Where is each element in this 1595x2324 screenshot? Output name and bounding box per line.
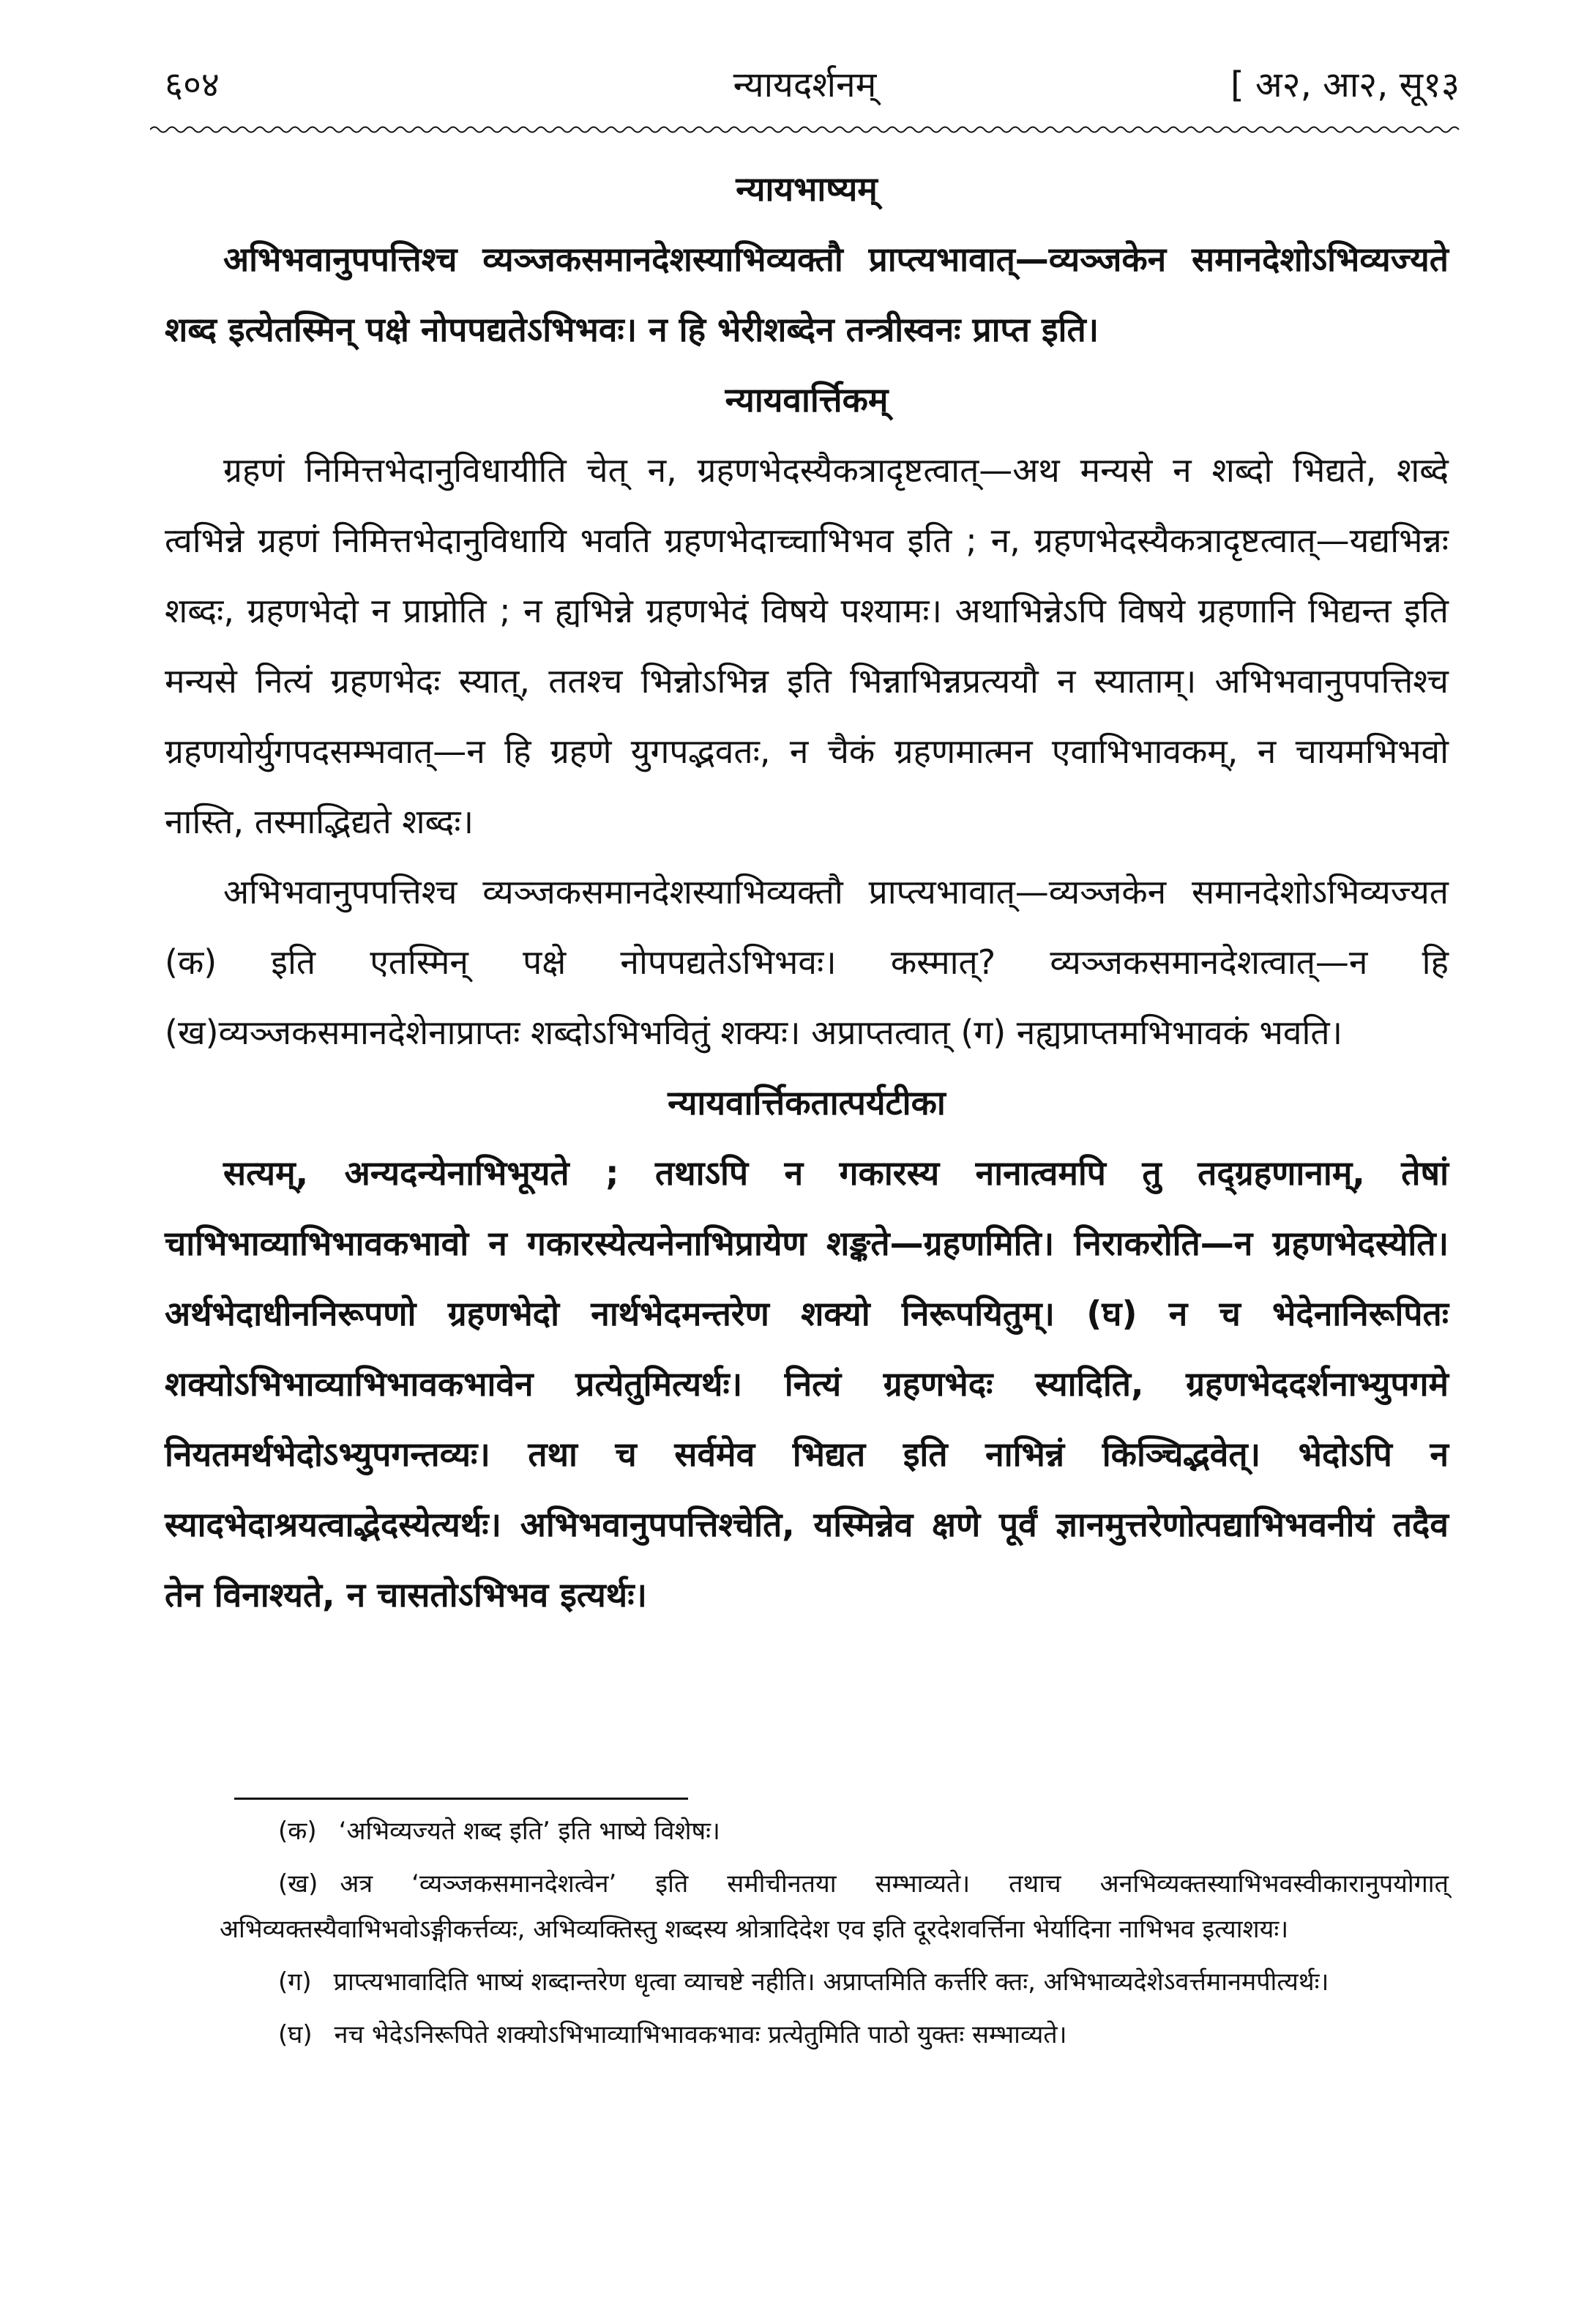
footnote-mark: (ख) — [278, 1869, 318, 1899]
footnote — [220, 1959, 1449, 2005]
footnote — [220, 1809, 1449, 1854]
section-title-bhashya: न्यायभाष्यम् — [736, 169, 878, 209]
varttika-paragraph-2: अभिभवानुपपत्तिश्च व्यञ्जकसमानदेशस्याभिव्यक्तौ प्राप्त्यभावात्—व्यञ्जकेन समानदेशोऽभिव्यज्यत (क) इति एतस्मिन् पक्षे नोपपद्यतेऽभिभवः। कस्मात्? व्यञ्जकसमानदेशत्वात्—न हि (ख)व्यञ्जकसमानदेशेनाप्राप्तः शब्दोऽभिभवितुं शक्यः। अप्राप्तत्वात् (ग) नह्यप्राप्तमभिभावकं भवति। — [165, 872, 1449, 1052]
footnote-mark: (क) — [278, 1817, 317, 1846]
running-title: न्यायदर्शनम् — [733, 64, 877, 105]
page-header — [150, 53, 1460, 119]
footnote — [220, 1861, 1449, 1952]
footnote-rule — [234, 1798, 688, 1800]
footnote — [220, 2012, 1449, 2057]
footnote-text: प्राप्त्यभावादिति भाष्यं शब्दान्तरेण धृत्वा व्याचष्टे नहीति। अप्राप्तमिति कर्त्तरि क्तः, अभिभाव्यदेशेऽवर्त्तमानमपीत्यर्थः। — [333, 1967, 1329, 1997]
main-text — [165, 154, 1449, 1630]
bhashya-text: अभिभवानुपपत्तिश्च व्यञ्जकसमानदेशस्याभिव्यक्तौ प्राप्त्यभावात्—व्यञ्जकेन समानदेशोऽभिव्यज्यते शब्द इत्येतस्मिन् पक्षे नोपपद्यतेऽभिभवः। न हि भेरीशब्देन तन्त्रीस्वनः प्राप्त इति। — [165, 239, 1449, 349]
wavy-divider — [150, 124, 1460, 135]
footnote-text: नच भेदेऽनिरूपिते शक्योऽभिभाव्याभिभावकभावः प्रत्येतुमिति पाठो युक्तः सम्भाव्यते। — [334, 2020, 1067, 2049]
section-title-varttika: न्यायवार्त्तिकम् — [725, 380, 889, 420]
varttika-paragraph-1: ग्रहणं निमित्तभेदानुविधायीति चेत् न, ग्रहणभेदस्यैकत्रादृष्टत्वात्—अथ मन्यसे न शब्दो भिद्यते, शब्दे त्वभिन्ने ग्रहणं निमित्तभेदानुविधायि भवति ग्रहणभेदाच्चाभिभव इति ; न, ग्रहणभेदस्यैकत्रादृष्टत्वात्—यद्यभिन्नः शब्दः, ग्रहणभेदो न प्राप्नोति ; न ह्यभिन्ने ग्रहणभेदं विषये पश्यामः। अथाभिन्नेऽपि विषये ग्रहणानि भिद्यन्त इति मन्यसे नित्यं ग्रहणभेदः स्यात्, ततश्च भिन्नोऽभिन्न इति भिन्नाभिन्नप्रत्ययौ न स्याताम्। अभिभवानुपपत्तिश्च ग्रहणयोर्युगपदसम्भवात्—न हि ग्रहणे युगपद्भवतः, न चैकं ग्रहणमात्मन एवाभिभावकम्, न चायमभिभवो नास्ति, तस्माद्भिद्यते शब्दः। — [165, 450, 1449, 841]
footnote-text: अत्र ‘व्यञ्जकसमानदेशत्वेन’ इति समीचीनतया सम्भाव्यते। तथाच अनभिव्यक्तस्याभिभवस्वीकारानुपयोगात् अभिव्यक्तस्यैवाभिभवोऽङ्गीकर्त्तव्यः, अभिव्यक्तिस्तु शब्दस्य श्रोत्रादिदेश एव इति दूरदेशवर्त्तिना भेर्यादिना नाभिभव इत्याशयः। — [220, 1869, 1449, 1944]
page-number: ६०४ — [165, 64, 220, 105]
section-title-tika: न्यायवार्त्तिकतात्पर्यटीका — [668, 1083, 946, 1122]
footnote-mark: (ग) — [278, 1967, 312, 1997]
section-reference: [ अ२, आ२, सू१३ — [1230, 64, 1460, 105]
footnotes — [220, 1809, 1449, 2065]
footnote-text: ‘अभिव्यज्यते शब्द इति’ इति भाष्ये विशेषः। — [338, 1817, 720, 1846]
footnote-mark: (घ) — [278, 2020, 313, 2049]
tika-text: सत्यम्, अन्यदन्येनाभिभूयते ; तथाऽपि न गकारस्य नानात्वमपि तु तद्ग्रहणानाम्, तेषां चाभिभाव्याभिभावकभावो न गकारस्येत्यनेनाभिप्रायेण शङ्कते—ग्रहणमिति। निराकरोति—न ग्रहणभेदस्येति। अर्थभेदाधीननिरूपणो ग्रहणभेदो नार्थभेदमन्तरेण शक्यो निरूपयितुम्। (घ) न च भेदेनानिरूपितः शक्योऽभिभाव्याभिभावकभावेन प्रत्येतुमित्यर्थः। नित्यं ग्रहणभेदः स्यादिति, ग्रहणभेददर्शनाभ्युपगमे नियतमर्थभेदोऽभ्युपगन्तव्यः। तथा च सर्वमेव भिद्यत इति नाभिन्नं किञ्चिद्भवेत्। भेदोऽपि न स्यादभेदाश्रयत्वाद्भेदस्येत्यर्थः। अभिभवानुपपत्तिश्चेति, यस्मिन्नेव क्षणे पूर्वं ज्ञानमुत्तरेणोत्पद्याभिभवनीयं तदैव तेन विनाश्यते, न चासतोऽभिभव इत्यर्थः। — [165, 1153, 1449, 1614]
